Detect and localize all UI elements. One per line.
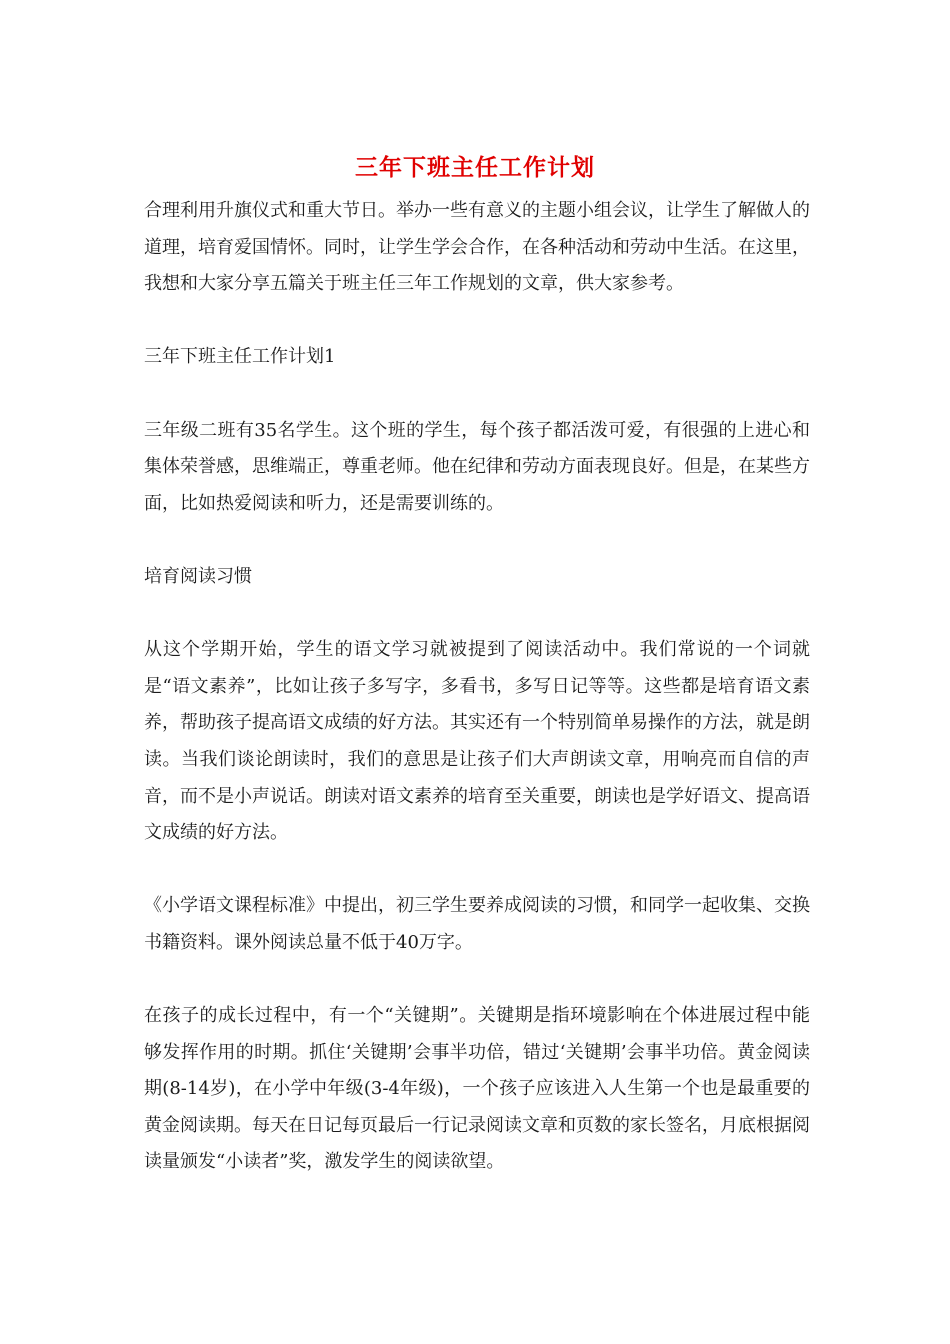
critical-period-paragraph: 在孩子的成长过程中，有一个“关键期”。关键期是指环境影响在个体进展过程中能够发挥作用的时期。抓住‘关键期’会事半功倍，错过‘关键期’会事半功倍。黄金阅读期(8-14岁)，在小学中年级(3-4年级)，一个孩子应该进入人生第一个也是最重要的黄金阅读期。每天在日记每页最后一行记录阅读文章和页数的家长签名，月底根据阅读量颁发“小读者”奖，激发学生的阅读欲望。 bbox=[144, 1005, 810, 1173]
intro-paragraph: 合理利用升旗仪式和重大节日。举办一些有意义的主题小组会议，让学生了解做人的道理，培育爱国情怀。同时，让学生学会合作，在各种活动和劳动中生活。在这里，我想和大家分享五篇关于班主任三年工作规划的文章，供大家参考。 bbox=[144, 200, 810, 295]
subheading-reading-habits: 培育阅读习惯 bbox=[144, 565, 252, 587]
section-heading-plan-1: 三年下班主任工作计划1 bbox=[144, 346, 336, 368]
document-body bbox=[144, 193, 810, 1181]
document-title: 三年下班主任工作计划 bbox=[355, 154, 595, 181]
class-overview-paragraph: 三年级二班有35名学生。这个班的学生，每个孩子都活泼可爱，有很强的上进心和集体荣誉感，思维端正，尊重老师。他在纪律和劳动方面表现良好。但是，在某些方面，比如热爱阅读和听力，还是需要训练的。 bbox=[144, 419, 810, 514]
curriculum-standard-paragraph: 《小学语文课程标准》中提出，初三学生要养成阅读的习惯，和同学一起收集、交换书籍资料。课外阅读总量不低于40万字。 bbox=[144, 895, 810, 953]
reading-activity-paragraph: 从这个学期开始，学生的语文学习就被提到了阅读活动中。我们常说的一个词就是“语文素养”，比如让孩子多写字，多看书，多写日记等等。这些都是培育语文素养，帮助孩子提高语文成绩的好方法。其实还有一个特别简单易操作的方法，就是朗读。当我们谈论朗读时，我们的意思是让孩子们大声朗读文章，用响亮而自信的声音，而不是小声说话。朗读对语文素养的培育至关重要，朗读也是学好语文、提高语文成绩的好方法。 bbox=[144, 639, 810, 844]
